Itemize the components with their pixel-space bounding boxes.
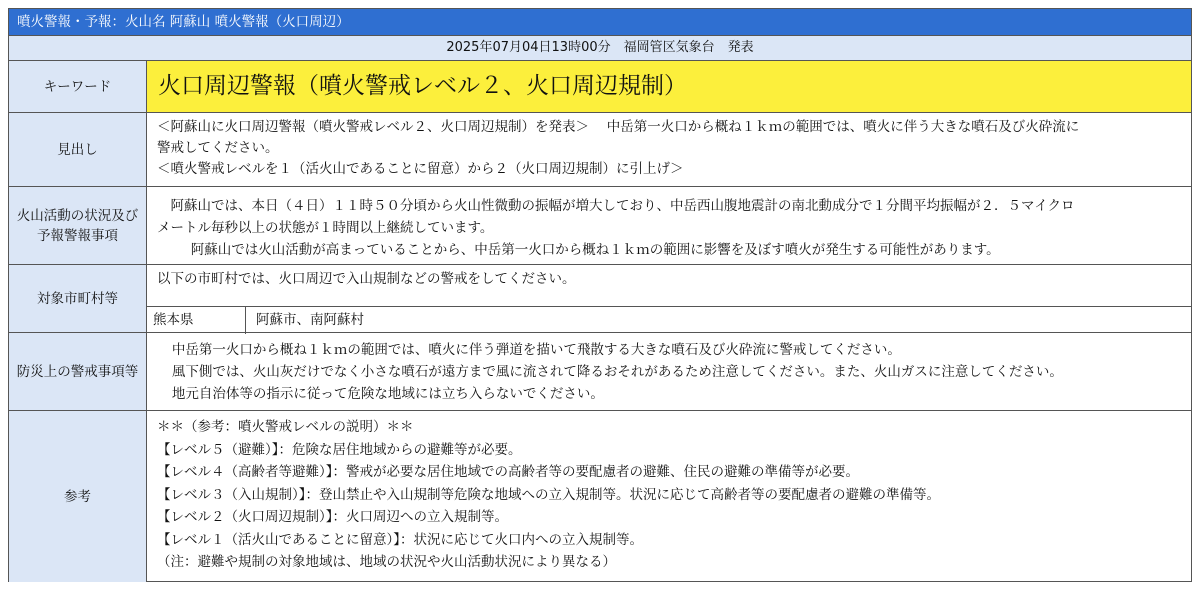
precaution-label: 防災上の警戒事項等 bbox=[9, 333, 147, 410]
reference-line: 【レベル３（入山規制）】：登山禁止や入山規制等危険な地域への立入規制等。状況に応じて高齢者等の要配慮者の避難の準備等。 bbox=[157, 486, 940, 503]
reference-content bbox=[147, 411, 1191, 582]
precaution-line: 風下側では、火山灰だけでなく小さな噴石が遠方まで風に流されて降るおそれがあるため注意してください。また、火山ガスに注意してください。 bbox=[171, 364, 1063, 380]
reference-line: 【レベル１（活火山であることに留意）】：状況に応じて火口内への立入規制等。 bbox=[157, 531, 643, 548]
reference-label: 参考 bbox=[9, 411, 147, 582]
reference-line: 【レベル５（避難）】：危険な居住地域からの避難等が必要。 bbox=[157, 441, 522, 458]
reference-line: （注：避難や規制の対象地域は、地域の状況や火山活動状況により異なる） bbox=[157, 554, 616, 570]
target-row bbox=[9, 265, 1191, 333]
target-label: 対象市町村等 bbox=[9, 265, 147, 332]
activity-label-line: 予報警報事項 bbox=[37, 227, 118, 244]
activity-line: 阿蘇山では火山活動が高まっていることから、中岳第一火口から概ね１ｋｍの範囲に影響を及ぼす噴火が発生する可能性があります。 bbox=[190, 242, 1000, 258]
target-intro: 以下の市町村では、火口周辺で入山規制などの警戒をしてください。 bbox=[157, 271, 576, 287]
keyword-label: キーワード bbox=[9, 61, 147, 112]
reference-row bbox=[9, 411, 1191, 582]
warning-table bbox=[8, 8, 1192, 582]
activity-label bbox=[9, 187, 147, 264]
activity-line: 阿蘇山では、本日（４日）１１時５０分頃から火山性微動の振幅が増大しており、中岳西山腹地震計の南北動成分で１分間平均振幅が２．５マイクロ bbox=[170, 198, 1075, 214]
activity-line: メートル毎秒以上の状態が１時間以上継続しています。 bbox=[157, 220, 494, 236]
activity-row bbox=[9, 187, 1191, 265]
headline-label: 見出し bbox=[9, 113, 147, 186]
headline-line: ＜噴火警戒レベルを１（活火山であることに留意）から２（火口周辺規制）に引上げ＞ bbox=[157, 161, 684, 177]
headline-line: 警戒してください。 bbox=[157, 140, 279, 156]
activity-content bbox=[147, 187, 1191, 264]
headline-line: ＜阿蘇山に火口周辺警報（噴火警戒レベル２、火口周辺規制）を発表＞ 中岳第一火口から概ね１ｋｍの範囲では、噴火に伴う大きな噴石及び火砕流に bbox=[157, 119, 1080, 135]
precaution-line: 中岳第一火口から概ね１ｋｍの範囲では、噴火に伴う弾道を描いて飛散する大きな噴石及び火砕流に警戒してください。 bbox=[171, 342, 901, 358]
precaution-content bbox=[147, 333, 1191, 410]
precaution-line: 地元自治体等の指示に従って危険な地域には立ち入らないでください。 bbox=[171, 386, 604, 402]
page-title: 噴火警報・予報：火山名 阿蘇山 噴火警報（火口周辺） bbox=[9, 9, 1191, 36]
target-area-table bbox=[147, 306, 1191, 334]
reference-line: ＊＊（参考：噴火警戒レベルの説明）＊＊ bbox=[157, 419, 414, 435]
keyword-text: 火口周辺警報（噴火警戒レベル２、火口周辺規制） bbox=[147, 61, 1191, 112]
activity-label-line: 火山活動の状況及び bbox=[16, 207, 139, 224]
cities-cell: 阿蘇市、南阿蘇村 bbox=[256, 312, 364, 328]
headline-row bbox=[9, 113, 1191, 187]
target-content bbox=[147, 265, 1191, 332]
reference-line: 【レベル２（火口周辺規制）】：火口周辺への立入規制等。 bbox=[157, 509, 508, 525]
headline-content bbox=[147, 113, 1191, 186]
keyword-row bbox=[9, 61, 1191, 113]
precaution-row bbox=[9, 333, 1191, 411]
issue-datetime: 2025年07月04日13時00分 福岡管区気象台 発表 bbox=[9, 36, 1191, 61]
reference-line: 【レベル４（高齢者等避難）】：警戒が必要な居住地域での高齢者等の要配慮者の避難、住民の避難の準備等が必要。 bbox=[157, 464, 859, 480]
prefecture-cell: 熊本県 bbox=[147, 307, 246, 334]
